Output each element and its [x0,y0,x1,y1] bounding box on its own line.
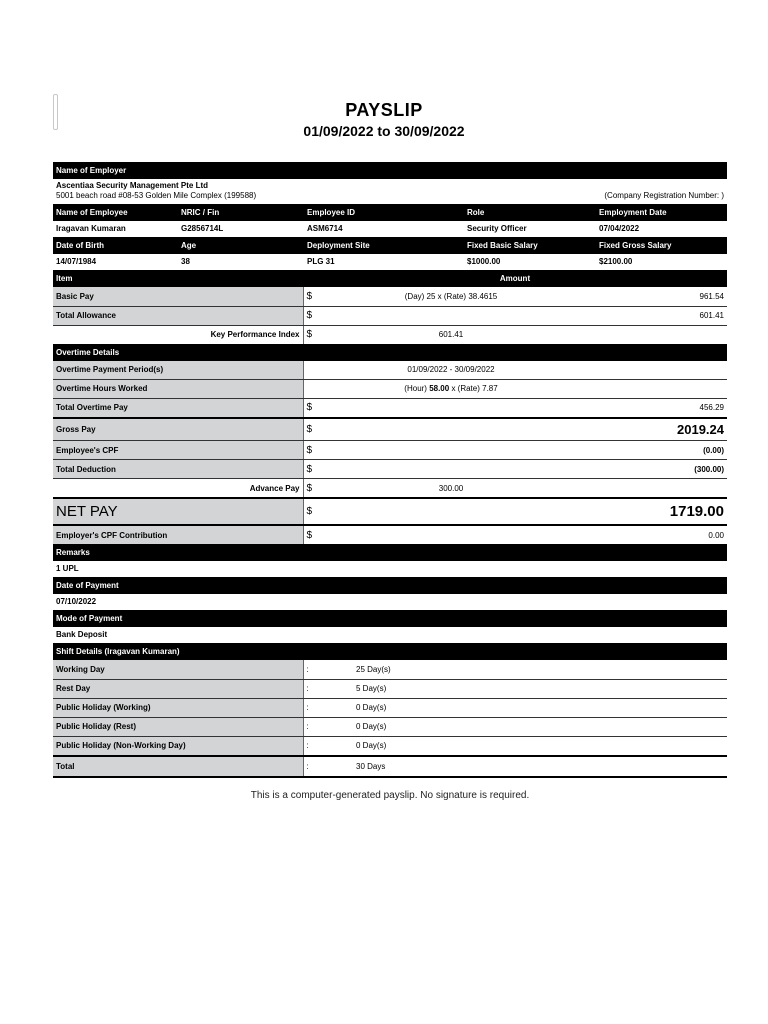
payment-date-value: 07/10/2022 [56,597,97,606]
employer-block [53,179,727,204]
advance-pay-label: Advance Pay [53,479,303,499]
employer-cpf-label: Employer's CPF Contribution [53,525,303,544]
shift-colon: : [303,698,353,717]
fixed-gross-salary: $2100.00 [599,257,633,266]
shift-label: Working Day [53,660,303,679]
shift-label: Rest Day [53,679,303,698]
basic-pay-amount: 961.54 [585,287,727,306]
total-overtime-label: Total Overtime Pay [53,398,303,418]
remarks-value: 1 UPL [56,564,79,573]
basic-pay-label: Basic Pay [53,287,303,306]
basic-pay-calc: (Day) 25 x (Rate) 38.4615 [317,287,585,306]
shift-colon: : [303,679,353,698]
currency-symbol: $ [306,329,313,340]
remarks-header: Remarks [53,544,727,561]
hours-prefix: (Hour) [404,384,430,393]
employee-values-row [53,221,727,237]
kpi-amount: 601.41 [438,330,464,339]
header-dob: Date of Birth [56,241,104,250]
shift-header: Shift Details (Iragavan Kumaran) [53,643,727,660]
overtime-period-row [53,361,727,380]
payslip-period: 01/09/2022 to 30/09/2022 [303,123,465,139]
shift-total-value: 30 Days [353,756,727,777]
kpi-row [53,325,727,344]
payslip-body [53,162,727,778]
header-deployment-site: Deployment Site [307,241,370,250]
shift-colon: : [303,736,353,756]
shift-total-row [53,756,727,777]
currency-symbol: $ [303,306,317,325]
net-pay-label: NET PAY [53,498,303,525]
item-amount-header [53,270,727,287]
shift-table [53,660,727,778]
total-allowance-amount: 601.41 [585,306,727,325]
employee-name: Iragavan Kumaran [56,224,126,233]
overtime-table [53,361,727,545]
shift-row [53,698,727,717]
shift-colon: : [303,717,353,736]
fixed-basic-salary: $1000.00 [467,257,501,266]
total-deduction-value: (300.00) [585,460,727,479]
employer-cpf-row [53,525,727,544]
header-fixed-gross: Fixed Gross Salary [599,241,672,250]
employer-name: Ascentiaa Security Management Pte Ltd [56,181,209,190]
gross-pay-value: 2019.24 [585,418,727,441]
total-allowance-label: Total Allowance [53,306,303,325]
net-pay-value: 1719.00 [585,498,727,525]
employer-address: 5001 beach road #08-53 Golden Mile Complex (199588) [56,191,257,200]
gross-pay-row [53,418,727,441]
overtime-hours-value: 58.00 [429,384,450,393]
shift-value: 0 Day(s) [353,717,727,736]
shift-value: 25 Day(s) [353,660,727,679]
currency-symbol: $ [303,441,317,460]
employee-header-row [53,204,727,221]
shift-row [53,736,727,756]
shift-total-label: Total [53,756,303,777]
overtime-hours-calc [317,379,585,398]
earnings-table [53,287,727,344]
deployment-site: PLG 31 [307,257,335,266]
currency-symbol: $ [303,460,317,479]
date-of-birth: 14/07/1984 [56,257,97,266]
header-employee-id: Employee ID [307,208,356,217]
total-allowance-row [53,306,727,325]
payment-mode-value: Bank Deposit [56,630,108,639]
advance-pay-row [53,479,727,499]
shift-row [53,660,727,679]
currency-symbol: $ [303,287,317,306]
kpi-label: Key Performance Index [53,325,303,344]
employment-date: 07/04/2022 [599,224,640,233]
shift-value: 5 Day(s) [353,679,727,698]
header-age: Age [181,241,197,250]
employer-cpf-value: 0.00 [708,530,724,540]
employee-nric: G2856714L [181,224,224,233]
advance-pay-value: 300.00 [317,479,585,499]
shift-label: Public Holiday (Non-Working Day) [53,736,303,756]
shift-row [53,679,727,698]
header-amount: Amount [499,274,531,283]
total-overtime-row [53,398,727,418]
gross-pay-label: Gross Pay [53,418,303,441]
overtime-hours-label: Overtime Hours Worked [53,379,303,398]
basic-pay-row [53,287,727,306]
currency-symbol: $ [303,418,317,441]
header-fixed-basic: Fixed Basic Salary [467,241,538,250]
payslip-title: PAYSLIP [345,100,423,120]
total-deduction-label: Total Deduction [53,460,303,479]
payment-mode-header: Mode of Payment [53,610,727,627]
age: 38 [181,257,190,266]
header-employment-date: Employment Date [599,208,667,217]
header-role: Role [467,208,485,217]
net-pay-row [53,498,727,525]
shift-value: 0 Day(s) [353,736,727,756]
employee-values-row-2 [53,254,727,270]
header-item: Item [56,274,73,283]
header-employee-name: Name of Employee [56,208,128,217]
employee-cpf-row [53,441,727,460]
employer-header: Name of Employer [53,162,727,179]
employee-cpf-label: Employee's CPF [53,441,303,460]
shift-label: Public Holiday (Rest) [53,717,303,736]
company-registration: (Company Registration Number: ) [604,191,724,200]
payment-date-header: Date of Payment [53,577,727,594]
total-deduction-row [53,460,727,479]
overtime-hours-row [53,379,727,398]
header-nric: NRIC / Fin [181,208,220,217]
currency-symbol: $ [306,529,313,541]
footer-note: This is a computer-generated payslip. No signature is required. [250,790,530,801]
currency-symbol: $ [303,398,317,418]
shift-colon: : [303,660,353,679]
shift-label: Public Holiday (Working) [53,698,303,717]
employee-id: ASM6714 [307,224,343,233]
shift-value: 0 Day(s) [353,698,727,717]
overtime-period-label: Overtime Payment Period(s) [53,361,303,380]
employee-role: Security Officer [467,224,527,233]
employee-header-row-2 [53,237,727,254]
employee-cpf-value: (0.00) [585,441,727,460]
currency-symbol: $ [303,479,317,499]
total-overtime-value: 456.29 [585,398,727,418]
shift-colon: : [303,756,353,777]
overtime-header: Overtime Details [53,344,727,361]
currency-symbol: $ [303,498,317,525]
overtime-period-value: 01/09/2022 - 30/09/2022 [317,361,585,380]
hours-rate: x (Rate) 7.87 [449,384,498,393]
shift-row [53,717,727,736]
